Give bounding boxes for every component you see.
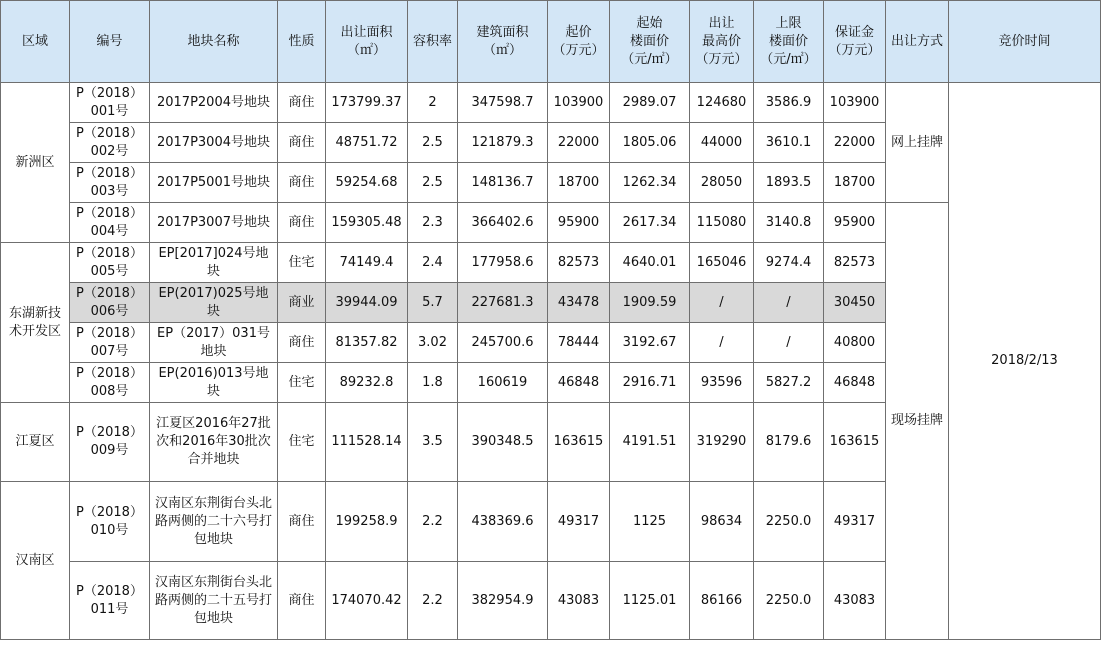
start-price-cell: 49317 [548,482,610,562]
deposit-cell: 103900 [824,83,886,123]
land-use-cell: 商住 [278,482,326,562]
region-cell: 新洲区 [1,83,70,243]
max-price-cell: 124680 [690,83,754,123]
floor-price-cell: 1805.06 [610,123,690,163]
max-price-cell: / [690,323,754,363]
lot-name-cell: EP(2017)025号地块 [150,283,278,323]
lot-name-cell: 汉南区东荆街台头北路两侧的二十六号打包地块 [150,482,278,562]
header-cell: 起始 楼面价 （元/㎡） [610,1,690,83]
far-cell: 1.8 [408,363,458,403]
building-area-cell: 366402.6 [458,203,548,243]
lot-number-cell: P（2018）010号 [70,482,150,562]
floor-price-cell: 1262.34 [610,163,690,203]
area-cell: 48751.72 [326,123,408,163]
lot-name-cell: 2017P5001号地块 [150,163,278,203]
cap-floor-price-cell: 2250.0 [754,562,824,640]
cap-floor-price-cell: 3140.8 [754,203,824,243]
land-use-cell: 商住 [278,123,326,163]
building-area-cell: 177958.6 [458,243,548,283]
area-cell: 173799.37 [326,83,408,123]
lot-number-cell: P（2018）002号 [70,123,150,163]
deposit-cell: 49317 [824,482,886,562]
area-cell: 174070.42 [326,562,408,640]
header-cell: 地块名称 [150,1,278,83]
cap-floor-price-cell: 2250.0 [754,482,824,562]
land-use-cell: 商业 [278,283,326,323]
lot-number-cell: P（2018）011号 [70,562,150,640]
land-use-cell: 商住 [278,203,326,243]
deposit-cell: 163615 [824,403,886,482]
cap-floor-price-cell: 8179.6 [754,403,824,482]
area-cell: 89232.8 [326,363,408,403]
max-price-cell: 165046 [690,243,754,283]
start-price-cell: 18700 [548,163,610,203]
far-cell: 2 [408,83,458,123]
max-price-cell: 319290 [690,403,754,482]
far-cell: 5.7 [408,283,458,323]
header-cell: 区域 [1,1,70,83]
floor-price-cell: 3192.67 [610,323,690,363]
land-use-cell: 商住 [278,562,326,640]
deposit-cell: 46848 [824,363,886,403]
method-cell: 现场挂牌 [886,203,949,640]
area-cell: 199258.9 [326,482,408,562]
cap-floor-price-cell: 9274.4 [754,243,824,283]
lot-number-cell: P（2018）009号 [70,403,150,482]
floor-price-cell: 2617.34 [610,203,690,243]
max-price-cell: 86166 [690,562,754,640]
method-cell: 网上挂牌 [886,83,949,203]
start-price-cell: 163615 [548,403,610,482]
auction-time-cell: 2018/2/13 [949,83,1101,640]
deposit-cell: 43083 [824,562,886,640]
far-cell: 2.4 [408,243,458,283]
header-cell: 保证金 （万元） [824,1,886,83]
table-row [1,83,1101,123]
header-cell: 出让方式 [886,1,949,83]
lot-number-cell: P（2018）001号 [70,83,150,123]
region-cell: 江夏区 [1,403,70,482]
lot-name-cell: EP（2017）031号地块 [150,323,278,363]
lot-number-cell: P（2018）007号 [70,323,150,363]
max-price-cell: 115080 [690,203,754,243]
cap-floor-price-cell: 3586.9 [754,83,824,123]
max-price-cell: 28050 [690,163,754,203]
land-use-cell: 住宅 [278,363,326,403]
lot-name-cell: 汉南区东荆街台头北路两侧的二十五号打包地块 [150,562,278,640]
region-cell: 东湖新技术开发区 [1,243,70,403]
floor-price-cell: 1909.59 [610,283,690,323]
max-price-cell: 44000 [690,123,754,163]
lot-name-cell: EP(2016)013号地块 [150,363,278,403]
lot-name-cell: 江夏区2016年27批次和2016年30批次合并地块 [150,403,278,482]
header-cell: 容积率 [408,1,458,83]
lot-number-cell: P（2018）004号 [70,203,150,243]
lot-name-cell: 2017P3007号地块 [150,203,278,243]
building-area-cell: 382954.9 [458,562,548,640]
header-cell: 起价 （万元） [548,1,610,83]
floor-price-cell: 1125.01 [610,562,690,640]
area-cell: 159305.48 [326,203,408,243]
region-cell: 汉南区 [1,482,70,640]
building-area-cell: 347598.7 [458,83,548,123]
land-use-cell: 商住 [278,83,326,123]
area-cell: 59254.68 [326,163,408,203]
lot-name-cell: 2017P3004号地块 [150,123,278,163]
max-price-cell: 93596 [690,363,754,403]
far-cell: 2.2 [408,482,458,562]
area-cell: 81357.82 [326,323,408,363]
cap-floor-price-cell: / [754,283,824,323]
lot-number-cell: P（2018）003号 [70,163,150,203]
start-price-cell: 22000 [548,123,610,163]
building-area-cell: 390348.5 [458,403,548,482]
floor-price-cell: 4640.01 [610,243,690,283]
start-price-cell: 43478 [548,283,610,323]
land-use-cell: 住宅 [278,403,326,482]
max-price-cell: 98634 [690,482,754,562]
floor-price-cell: 1125 [610,482,690,562]
start-price-cell: 43083 [548,562,610,640]
start-price-cell: 95900 [548,203,610,243]
deposit-cell: 18700 [824,163,886,203]
lot-name-cell: EP[2017]024号地块 [150,243,278,283]
floor-price-cell: 2916.71 [610,363,690,403]
far-cell: 3.5 [408,403,458,482]
far-cell: 2.5 [408,123,458,163]
table-row [1,203,1101,243]
cap-floor-price-cell: 3610.1 [754,123,824,163]
lot-number-cell: P（2018）005号 [70,243,150,283]
cap-floor-price-cell: 5827.2 [754,363,824,403]
header-cell: 上限 楼面价 （元/㎡） [754,1,824,83]
header-cell: 建筑面积 （㎡） [458,1,548,83]
far-cell: 3.02 [408,323,458,363]
land-use-cell: 商住 [278,323,326,363]
far-cell: 2.2 [408,562,458,640]
deposit-cell: 95900 [824,203,886,243]
floor-price-cell: 4191.51 [610,403,690,482]
far-cell: 2.5 [408,163,458,203]
header-row [1,1,1101,83]
building-area-cell: 245700.6 [458,323,548,363]
building-area-cell: 160619 [458,363,548,403]
deposit-cell: 40800 [824,323,886,363]
lot-number-cell: P（2018）006号 [70,283,150,323]
start-price-cell: 46848 [548,363,610,403]
start-price-cell: 103900 [548,83,610,123]
lot-number-cell: P（2018）008号 [70,363,150,403]
cap-floor-price-cell: 1893.5 [754,163,824,203]
area-cell: 74149.4 [326,243,408,283]
lot-name-cell: 2017P2004号地块 [150,83,278,123]
header-cell: 出让面积 （㎡） [326,1,408,83]
max-price-cell: / [690,283,754,323]
land-use-cell: 商住 [278,163,326,203]
start-price-cell: 78444 [548,323,610,363]
header-cell: 性质 [278,1,326,83]
building-area-cell: 121879.3 [458,123,548,163]
deposit-cell: 30450 [824,283,886,323]
header-cell: 编号 [70,1,150,83]
header-cell: 出让 最高价 （万元） [690,1,754,83]
area-cell: 111528.14 [326,403,408,482]
far-cell: 2.3 [408,203,458,243]
building-area-cell: 148136.7 [458,163,548,203]
deposit-cell: 22000 [824,123,886,163]
cap-floor-price-cell: / [754,323,824,363]
floor-price-cell: 2989.07 [610,83,690,123]
land-use-cell: 住宅 [278,243,326,283]
building-area-cell: 227681.3 [458,283,548,323]
header-cell: 竞价时间 [949,1,1101,83]
deposit-cell: 82573 [824,243,886,283]
area-cell: 39944.09 [326,283,408,323]
start-price-cell: 82573 [548,243,610,283]
building-area-cell: 438369.6 [458,482,548,562]
